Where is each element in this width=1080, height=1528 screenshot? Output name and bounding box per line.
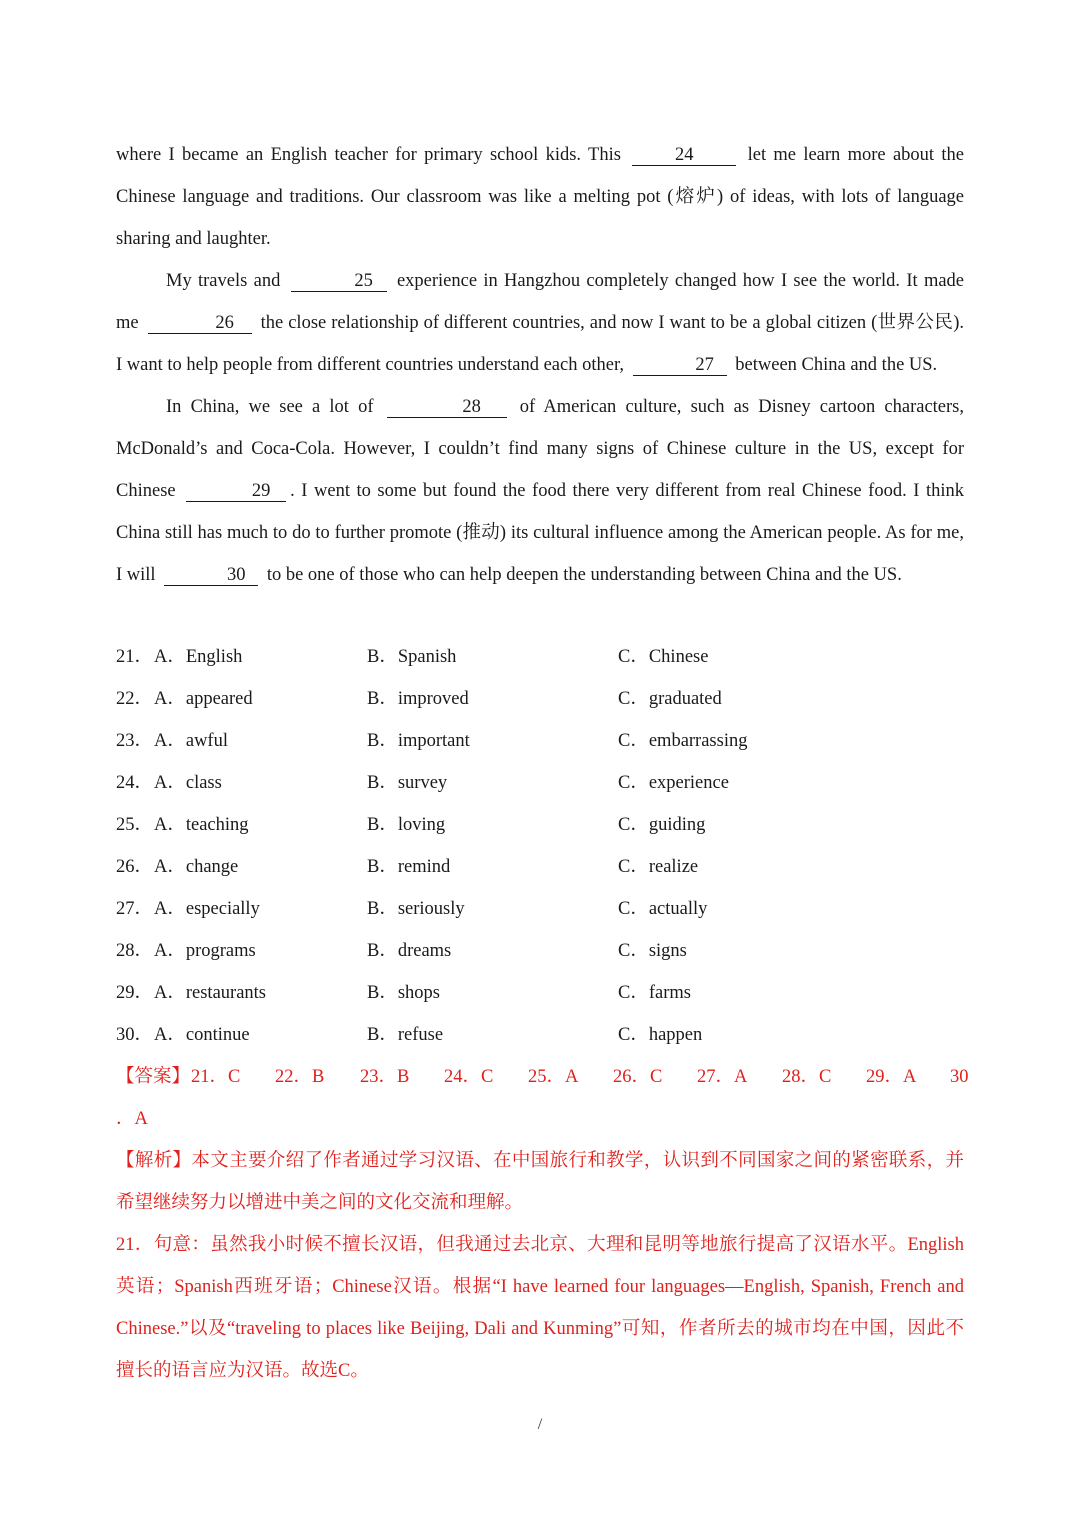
answer-item: 25．A <box>528 1067 579 1087</box>
option-row-26 <box>116 846 976 888</box>
blank-29: 29 <box>186 481 286 502</box>
options-list <box>116 636 976 1056</box>
option-c: C．embarrassing <box>618 731 748 751</box>
text-segment: experience in Hangzhou completely changed how I see the world. It made me <box>116 271 965 333</box>
option-a: A．appeared <box>154 689 253 709</box>
option-row-29 <box>116 972 976 1014</box>
option-a: A．change <box>154 857 239 877</box>
option-a: A．especially <box>154 899 260 919</box>
text-segment: My travels and <box>166 271 287 291</box>
paragraph-2 <box>116 260 964 386</box>
option-a: A．programs <box>154 941 256 961</box>
answer-item: 23．B <box>360 1067 410 1087</box>
paragraph-1 <box>116 134 964 260</box>
option-b: B．shops <box>367 983 440 1003</box>
option-a: A．restaurants <box>154 983 266 1003</box>
blank-24: 24 <box>632 145 736 166</box>
option-c: C．guiding <box>618 815 706 835</box>
answer-key <box>116 1056 972 1140</box>
question-number: 24． <box>116 773 154 793</box>
paragraph-3 <box>116 386 964 596</box>
question-number: 25． <box>116 815 154 835</box>
question-number: 21． <box>116 647 154 667</box>
blank-28: 28 <box>387 397 507 418</box>
answer-item: 22．B <box>275 1067 325 1087</box>
option-b: B．Spanish <box>367 647 457 667</box>
answer-item: 24．C <box>444 1067 494 1087</box>
option-a: A．class <box>154 773 222 793</box>
option-row-23 <box>116 720 976 762</box>
blank-25: 25 <box>291 271 387 292</box>
page-footer: / <box>537 1416 543 1433</box>
option-c: C．farms <box>618 983 691 1003</box>
option-b: B．loving <box>367 815 446 835</box>
option-a: A．English <box>154 647 243 667</box>
text-segment: the close relationship of different countries, and now I want to be a global citizen (世界公民). I want to help people from different countries understand each other, <box>116 313 964 375</box>
option-b: B．survey <box>367 773 448 793</box>
option-row-24 <box>116 762 976 804</box>
blank-26: 26 <box>148 313 252 334</box>
answer-item: 29．A <box>866 1067 917 1087</box>
option-b: B．improved <box>367 689 469 709</box>
answer-line <box>116 1098 972 1140</box>
blank-27: 27 <box>633 355 727 376</box>
option-c: C．Chinese <box>618 647 709 667</box>
option-row-28 <box>116 930 976 972</box>
option-b: B．dreams <box>367 941 452 961</box>
text-segment: let me learn more about the Chinese language and traditions. Our classroom was like a melting pot (熔炉) of ideas, with lots of language sharing and laughter. <box>116 145 964 249</box>
option-b: B．remind <box>367 857 451 877</box>
analysis-q21: 21．句意：虽然我小时候不擅长汉语，但我通过去北京、大理和昆明等地旅行提高了汉语水平。English英语；Spanish西班牙语；Chinese汉语。根据“I have learned four languages—English, Spanish, French and Chinese.”以及“traveling to places like Beijing, Dali and Kunming”可知，作者所去的城市均在中国，因此不擅长的语言应为汉语。故选C。 <box>116 1235 964 1381</box>
question-number: 26． <box>116 857 154 877</box>
answer-item: 27．A <box>697 1067 748 1087</box>
analysis-section <box>116 1140 964 1392</box>
option-c: C．experience <box>618 773 729 793</box>
answer-item: 21．C <box>191 1067 241 1087</box>
question-number: 22． <box>116 689 154 709</box>
answer-label: 【答案】 <box>116 1067 191 1087</box>
question-number: 28． <box>116 941 154 961</box>
option-row-25 <box>116 804 976 846</box>
option-a: A．awful <box>154 731 228 751</box>
question-number: 30． <box>116 1025 154 1045</box>
option-row-27 <box>116 888 976 930</box>
answer-item: 30 <box>950 1067 969 1087</box>
option-b: B．important <box>367 731 470 751</box>
option-c: C．signs <box>618 941 687 961</box>
text-segment: between China and the US. <box>730 355 938 375</box>
cloze-passage <box>116 134 964 596</box>
question-number: 23． <box>116 731 154 751</box>
option-row-30 <box>116 1014 976 1056</box>
option-c: C．realize <box>618 857 699 877</box>
answer-item: 28．C <box>782 1067 832 1087</box>
answer-line <box>116 1056 972 1098</box>
question-number: 29． <box>116 983 154 1003</box>
text-segment: . I went to some but found the food there very different from real Chinese food. I think China still has much to do to further promote (推动) its cultural influence among the American people. As for me, I will <box>116 481 964 585</box>
option-c: C．graduated <box>618 689 722 709</box>
option-row-22 <box>116 678 976 720</box>
option-a: A．continue <box>154 1025 250 1045</box>
analysis-summary: 【解析】本文主要介绍了作者通过学习汉语、在中国旅行和教学，认识到不同国家之间的紧密联系，并希望继续努力以增进中美之间的文化交流和理解。 <box>116 1151 964 1213</box>
option-c: C．actually <box>618 899 708 919</box>
option-b: B．seriously <box>367 899 465 919</box>
text-segment: In China, we see a lot of <box>166 397 383 417</box>
blank-30: 30 <box>164 565 258 586</box>
option-a: A．teaching <box>154 815 249 835</box>
question-number: 27． <box>116 899 154 919</box>
text-segment: where I became an English teacher for primary school kids. This <box>116 145 629 165</box>
option-row-21 <box>116 636 976 678</box>
text-segment: to be one of those who can help deepen the understanding between China and the US. <box>262 565 902 585</box>
option-b: B．refuse <box>367 1025 444 1045</box>
answer-item: ．A <box>116 1109 148 1129</box>
option-c: C．happen <box>618 1025 703 1045</box>
answer-item: 26．C <box>613 1067 663 1087</box>
text-segment: of American culture, such as Disney cartoon characters, McDonald’s and Coca-Cola. However, I couldn’t find many signs of Chinese culture in the US, except for Chinese <box>116 397 964 501</box>
